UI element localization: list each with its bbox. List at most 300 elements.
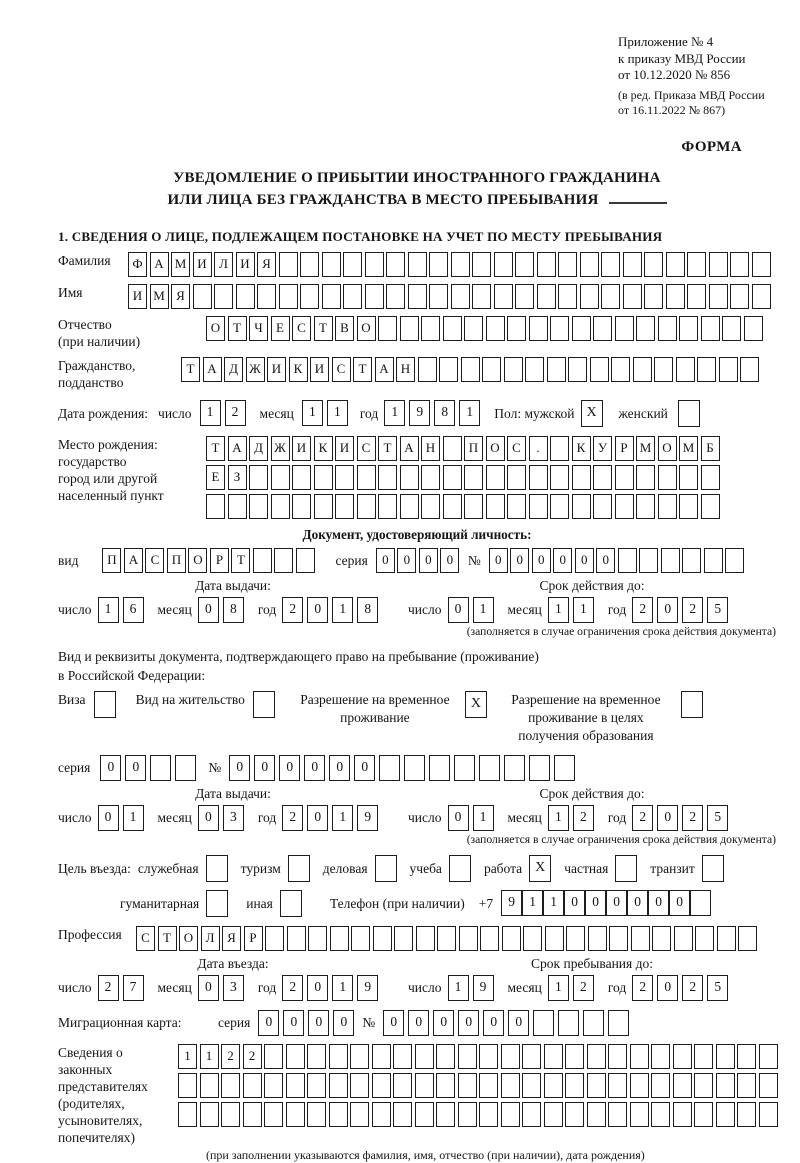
char-cell[interactable] [292, 494, 311, 519]
char-cell[interactable] [554, 755, 575, 781]
char-cell[interactable]: А [150, 252, 169, 277]
char-cell[interactable] [415, 1073, 434, 1098]
char-cell[interactable]: Ф [128, 252, 147, 277]
char-cell[interactable]: А [400, 436, 419, 461]
char-cell[interactable] [464, 465, 483, 490]
char-cell[interactable] [378, 316, 397, 341]
char-cell[interactable] [335, 494, 354, 519]
char-cell[interactable] [314, 494, 333, 519]
char-cell[interactable] [759, 1102, 778, 1127]
char-cell[interactable] [615, 465, 634, 490]
char-cell[interactable] [486, 465, 505, 490]
char-cell[interactable]: Л [214, 252, 233, 277]
char-cell[interactable]: 0 [419, 548, 438, 573]
char-cell[interactable]: 0 [532, 548, 551, 573]
char-cell[interactable] [279, 284, 298, 309]
char-cell[interactable] [587, 1102, 606, 1127]
char-cell[interactable] [200, 1102, 219, 1127]
char-cell[interactable] [676, 357, 695, 382]
char-cell[interactable] [486, 316, 505, 341]
valid-day-boxes[interactable] [448, 597, 498, 623]
char-cell[interactable] [636, 316, 655, 341]
char-cell[interactable]: Т [181, 357, 200, 382]
char-cell[interactable] [550, 494, 569, 519]
char-cell[interactable] [590, 357, 609, 382]
rvp-issue-day-boxes[interactable] [98, 805, 148, 831]
char-cell[interactable] [373, 926, 392, 951]
char-cell[interactable] [308, 926, 327, 951]
purpose-business-checkbox[interactable] [206, 855, 228, 882]
char-cell[interactable] [615, 316, 634, 341]
char-cell[interactable]: 9 [409, 400, 430, 426]
char-cell[interactable]: 2 [573, 975, 594, 1001]
char-cell[interactable] [408, 252, 427, 277]
char-cell[interactable]: 0 [433, 1010, 454, 1036]
char-cell[interactable] [400, 316, 419, 341]
char-cell[interactable] [494, 284, 513, 309]
char-cell[interactable]: Е [206, 465, 225, 490]
birthplace-row1-boxes[interactable] [206, 436, 722, 461]
char-cell[interactable]: Н [396, 357, 415, 382]
char-cell[interactable]: 8 [434, 400, 455, 426]
char-cell[interactable] [378, 494, 397, 519]
char-cell[interactable] [673, 1073, 692, 1098]
char-cell[interactable]: С [357, 436, 376, 461]
char-cell[interactable]: О [357, 316, 376, 341]
char-cell[interactable] [658, 465, 677, 490]
char-cell[interactable]: 1 [459, 400, 480, 426]
char-cell[interactable] [717, 926, 736, 951]
char-cell[interactable] [631, 926, 650, 951]
char-cell[interactable] [221, 1102, 240, 1127]
entry-year-boxes[interactable] [282, 975, 382, 1001]
char-cell[interactable]: 0 [100, 755, 121, 781]
char-cell[interactable] [679, 316, 698, 341]
char-cell[interactable] [601, 284, 620, 309]
char-cell[interactable] [694, 1044, 713, 1069]
char-cell[interactable]: У [593, 436, 612, 461]
char-cell[interactable] [479, 1102, 498, 1127]
char-cell[interactable] [529, 465, 548, 490]
issue-month-boxes[interactable] [198, 597, 248, 623]
char-cell[interactable]: 0 [198, 805, 219, 831]
char-cell[interactable] [300, 252, 319, 277]
char-cell[interactable] [633, 357, 652, 382]
char-cell[interactable]: Р [244, 926, 263, 951]
char-cell[interactable]: Т [206, 436, 225, 461]
char-cell[interactable]: 0 [510, 548, 529, 573]
rvp-valid-day-boxes[interactable] [448, 805, 498, 831]
char-cell[interactable] [630, 1102, 649, 1127]
char-cell[interactable]: 1 [332, 805, 353, 831]
stay-day-boxes[interactable] [448, 975, 498, 1001]
sex-male-checkbox[interactable]: X [581, 400, 603, 427]
char-cell[interactable] [673, 1102, 692, 1127]
char-cell[interactable] [522, 1073, 541, 1098]
representatives-row1-boxes[interactable] [178, 1044, 780, 1069]
char-cell[interactable] [544, 1044, 563, 1069]
char-cell[interactable] [568, 357, 587, 382]
doc-type-boxes[interactable] [102, 548, 317, 573]
char-cell[interactable] [623, 252, 642, 277]
char-cell[interactable]: И [267, 357, 286, 382]
char-cell[interactable] [253, 548, 272, 573]
char-cell[interactable]: 0 [657, 805, 678, 831]
char-cell[interactable] [695, 926, 714, 951]
char-cell[interactable] [694, 1102, 713, 1127]
char-cell[interactable] [249, 465, 268, 490]
rvp-valid-year-boxes[interactable] [632, 805, 732, 831]
char-cell[interactable] [436, 1044, 455, 1069]
char-cell[interactable] [507, 494, 526, 519]
char-cell[interactable] [436, 1073, 455, 1098]
char-cell[interactable] [618, 548, 637, 573]
char-cell[interactable]: 1 [543, 890, 564, 916]
char-cell[interactable] [436, 1102, 455, 1127]
char-cell[interactable] [738, 926, 757, 951]
char-cell[interactable]: 1 [548, 975, 569, 1001]
char-cell[interactable] [437, 926, 456, 951]
char-cell[interactable] [265, 926, 284, 951]
birthplace-row3-boxes[interactable] [206, 494, 722, 519]
char-cell[interactable] [737, 1044, 756, 1069]
char-cell[interactable]: 0 [489, 548, 508, 573]
sex-female-checkbox[interactable] [678, 400, 700, 427]
char-cell[interactable] [351, 926, 370, 951]
char-cell[interactable] [365, 284, 384, 309]
char-cell[interactable]: 1 [327, 400, 348, 426]
mc-number-boxes[interactable] [383, 1010, 633, 1036]
char-cell[interactable]: Д [224, 357, 243, 382]
char-cell[interactable] [547, 357, 566, 382]
char-cell[interactable]: 1 [473, 805, 494, 831]
char-cell[interactable] [545, 926, 564, 951]
char-cell[interactable]: Т [353, 357, 372, 382]
char-cell[interactable] [730, 252, 749, 277]
char-cell[interactable] [630, 1073, 649, 1098]
char-cell[interactable] [682, 548, 701, 573]
char-cell[interactable] [350, 1102, 369, 1127]
char-cell[interactable] [458, 1102, 477, 1127]
doc-number-boxes[interactable] [489, 548, 747, 573]
char-cell[interactable] [550, 436, 569, 461]
stay-month-boxes[interactable] [548, 975, 598, 1001]
char-cell[interactable] [593, 316, 612, 341]
char-cell[interactable] [601, 252, 620, 277]
char-cell[interactable] [694, 1073, 713, 1098]
char-cell[interactable] [443, 465, 462, 490]
char-cell[interactable] [522, 1044, 541, 1069]
char-cell[interactable] [350, 1044, 369, 1069]
char-cell[interactable] [394, 926, 413, 951]
char-cell[interactable] [636, 494, 655, 519]
char-cell[interactable]: 1 [332, 597, 353, 623]
char-cell[interactable] [572, 465, 591, 490]
char-cell[interactable] [408, 284, 427, 309]
char-cell[interactable] [740, 357, 759, 382]
char-cell[interactable]: 1 [473, 597, 494, 623]
char-cell[interactable] [228, 494, 247, 519]
char-cell[interactable] [243, 1102, 262, 1127]
char-cell[interactable]: С [332, 357, 351, 382]
char-cell[interactable] [458, 1073, 477, 1098]
char-cell[interactable] [330, 926, 349, 951]
char-cell[interactable] [558, 284, 577, 309]
char-cell[interactable] [716, 1102, 735, 1127]
char-cell[interactable]: 0 [448, 805, 469, 831]
char-cell[interactable]: О [658, 436, 677, 461]
representatives-row3-boxes[interactable] [178, 1102, 780, 1127]
char-cell[interactable]: 0 [383, 1010, 404, 1036]
char-cell[interactable]: О [206, 316, 225, 341]
char-cell[interactable]: 9 [357, 805, 378, 831]
rvp-issue-year-boxes[interactable] [282, 805, 382, 831]
char-cell[interactable] [687, 252, 706, 277]
char-cell[interactable] [608, 1010, 629, 1036]
char-cell[interactable]: 1 [332, 975, 353, 1001]
char-cell[interactable]: 0 [125, 755, 146, 781]
char-cell[interactable]: 8 [357, 597, 378, 623]
char-cell[interactable] [752, 284, 771, 309]
char-cell[interactable] [716, 1044, 735, 1069]
char-cell[interactable]: И [292, 436, 311, 461]
char-cell[interactable] [335, 465, 354, 490]
char-cell[interactable] [264, 1102, 283, 1127]
char-cell[interactable]: 3 [223, 805, 244, 831]
char-cell[interactable]: 2 [221, 1044, 240, 1069]
char-cell[interactable] [507, 316, 526, 341]
char-cell[interactable] [300, 284, 319, 309]
char-cell[interactable]: Я [171, 284, 190, 309]
char-cell[interactable]: 0 [307, 805, 328, 831]
char-cell[interactable]: К [289, 357, 308, 382]
char-cell[interactable] [221, 1073, 240, 1098]
char-cell[interactable] [697, 357, 716, 382]
char-cell[interactable] [286, 1044, 305, 1069]
char-cell[interactable] [296, 548, 315, 573]
char-cell[interactable]: 0 [669, 890, 690, 916]
char-cell[interactable] [673, 1044, 692, 1069]
birth-month-boxes[interactable] [302, 400, 352, 426]
char-cell[interactable]: 1 [548, 805, 569, 831]
char-cell[interactable] [264, 1044, 283, 1069]
char-cell[interactable] [529, 316, 548, 341]
char-cell[interactable] [429, 284, 448, 309]
char-cell[interactable] [343, 252, 362, 277]
char-cell[interactable]: О [188, 548, 207, 573]
char-cell[interactable]: А [228, 436, 247, 461]
purpose-humanitarian-checkbox[interactable] [206, 890, 228, 917]
char-cell[interactable] [630, 1044, 649, 1069]
char-cell[interactable] [716, 1073, 735, 1098]
char-cell[interactable] [287, 926, 306, 951]
char-cell[interactable] [314, 465, 333, 490]
birthplace-row2-boxes[interactable] [206, 465, 722, 490]
surname-boxes[interactable] [128, 252, 773, 277]
temp-residence-checkbox[interactable]: X [465, 691, 487, 718]
temp-residence-edu-checkbox[interactable] [681, 691, 703, 718]
char-cell[interactable] [454, 755, 475, 781]
char-cell[interactable] [679, 465, 698, 490]
char-cell[interactable] [443, 436, 462, 461]
char-cell[interactable]: 2 [573, 805, 594, 831]
char-cell[interactable] [482, 357, 501, 382]
char-cell[interactable]: 0 [229, 755, 250, 781]
char-cell[interactable] [608, 1044, 627, 1069]
char-cell[interactable]: 0 [657, 975, 678, 1001]
char-cell[interactable]: 0 [648, 890, 669, 916]
char-cell[interactable] [565, 1102, 584, 1127]
char-cell[interactable] [443, 316, 462, 341]
char-cell[interactable]: 2 [282, 597, 303, 623]
valid-month-boxes[interactable] [548, 597, 598, 623]
char-cell[interactable]: 0 [408, 1010, 429, 1036]
char-cell[interactable]: И [128, 284, 147, 309]
char-cell[interactable] [583, 1010, 604, 1036]
char-cell[interactable] [544, 1073, 563, 1098]
char-cell[interactable] [365, 252, 384, 277]
char-cell[interactable] [709, 284, 728, 309]
char-cell[interactable]: З [228, 465, 247, 490]
char-cell[interactable]: И [236, 252, 255, 277]
char-cell[interactable]: А [375, 357, 394, 382]
char-cell[interactable] [719, 357, 738, 382]
char-cell[interactable] [421, 316, 440, 341]
valid-year-boxes[interactable] [632, 597, 732, 623]
char-cell[interactable]: Б [701, 436, 720, 461]
char-cell[interactable]: 0 [308, 1010, 329, 1036]
char-cell[interactable] [544, 1102, 563, 1127]
char-cell[interactable] [623, 284, 642, 309]
char-cell[interactable] [651, 1044, 670, 1069]
char-cell[interactable] [479, 1044, 498, 1069]
char-cell[interactable] [415, 1044, 434, 1069]
char-cell[interactable]: 0 [553, 548, 572, 573]
char-cell[interactable] [264, 1073, 283, 1098]
purpose-study-checkbox[interactable] [449, 855, 471, 882]
char-cell[interactable]: 0 [564, 890, 585, 916]
char-cell[interactable] [415, 1102, 434, 1127]
char-cell[interactable] [322, 252, 341, 277]
char-cell[interactable] [214, 284, 233, 309]
rvp-valid-month-boxes[interactable] [548, 805, 598, 831]
char-cell[interactable] [286, 1102, 305, 1127]
char-cell[interactable]: С [507, 436, 526, 461]
char-cell[interactable] [572, 316, 591, 341]
char-cell[interactable] [421, 465, 440, 490]
char-cell[interactable] [722, 316, 741, 341]
purpose-work-checkbox[interactable]: X [529, 855, 551, 882]
char-cell[interactable]: К [314, 436, 333, 461]
char-cell[interactable]: О [179, 926, 198, 951]
char-cell[interactable] [502, 926, 521, 951]
char-cell[interactable]: П [167, 548, 186, 573]
char-cell[interactable]: М [636, 436, 655, 461]
char-cell[interactable]: А [203, 357, 222, 382]
char-cell[interactable]: 0 [354, 755, 375, 781]
char-cell[interactable] [421, 494, 440, 519]
char-cell[interactable]: 1 [200, 400, 221, 426]
char-cell[interactable] [451, 284, 470, 309]
char-cell[interactable]: И [335, 436, 354, 461]
char-cell[interactable]: 7 [123, 975, 144, 1001]
char-cell[interactable] [150, 755, 171, 781]
char-cell[interactable]: 0 [440, 548, 459, 573]
char-cell[interactable] [565, 1073, 584, 1098]
char-cell[interactable] [759, 1073, 778, 1098]
entry-month-boxes[interactable] [198, 975, 248, 1001]
profession-boxes[interactable] [136, 926, 760, 951]
char-cell[interactable] [504, 357, 523, 382]
char-cell[interactable]: 2 [243, 1044, 262, 1069]
firstname-boxes[interactable] [128, 284, 773, 309]
char-cell[interactable] [329, 1044, 348, 1069]
char-cell[interactable] [651, 1073, 670, 1098]
char-cell[interactable] [737, 1102, 756, 1127]
char-cell[interactable]: 0 [307, 975, 328, 1001]
char-cell[interactable] [701, 465, 720, 490]
char-cell[interactable] [357, 465, 376, 490]
char-cell[interactable] [658, 316, 677, 341]
char-cell[interactable] [558, 252, 577, 277]
char-cell[interactable] [666, 252, 685, 277]
char-cell[interactable] [654, 357, 673, 382]
char-cell[interactable]: 0 [283, 1010, 304, 1036]
char-cell[interactable] [674, 926, 693, 951]
char-cell[interactable] [651, 1102, 670, 1127]
char-cell[interactable] [644, 252, 663, 277]
char-cell[interactable] [661, 548, 680, 573]
char-cell[interactable]: Е [271, 316, 290, 341]
purpose-transit-checkbox[interactable] [702, 855, 724, 882]
char-cell[interactable]: 2 [632, 805, 653, 831]
entry-day-boxes[interactable] [98, 975, 148, 1001]
char-cell[interactable] [494, 252, 513, 277]
rvp-issue-month-boxes[interactable] [198, 805, 248, 831]
char-cell[interactable]: С [292, 316, 311, 341]
char-cell[interactable] [322, 284, 341, 309]
char-cell[interactable] [529, 755, 550, 781]
char-cell[interactable] [523, 926, 542, 951]
char-cell[interactable] [418, 357, 437, 382]
char-cell[interactable] [464, 316, 483, 341]
char-cell[interactable]: М [679, 436, 698, 461]
char-cell[interactable]: 0 [329, 755, 350, 781]
representatives-row2-boxes[interactable] [178, 1073, 780, 1098]
char-cell[interactable]: Т [231, 548, 250, 573]
char-cell[interactable] [393, 1044, 412, 1069]
char-cell[interactable]: 2 [682, 597, 703, 623]
char-cell[interactable]: 9 [501, 890, 522, 916]
char-cell[interactable] [400, 465, 419, 490]
stay-year-boxes[interactable] [632, 975, 732, 1001]
char-cell[interactable]: Ж [246, 357, 265, 382]
birth-day-boxes[interactable] [200, 400, 250, 426]
char-cell[interactable]: П [464, 436, 483, 461]
char-cell[interactable] [271, 465, 290, 490]
char-cell[interactable]: 0 [458, 1010, 479, 1036]
char-cell[interactable] [274, 548, 293, 573]
char-cell[interactable] [515, 252, 534, 277]
char-cell[interactable]: Я [222, 926, 241, 951]
char-cell[interactable] [515, 284, 534, 309]
char-cell[interactable] [472, 284, 491, 309]
char-cell[interactable]: 2 [98, 975, 119, 1001]
char-cell[interactable]: П [102, 548, 121, 573]
char-cell[interactable] [249, 494, 268, 519]
char-cell[interactable] [350, 1073, 369, 1098]
char-cell[interactable] [644, 284, 663, 309]
